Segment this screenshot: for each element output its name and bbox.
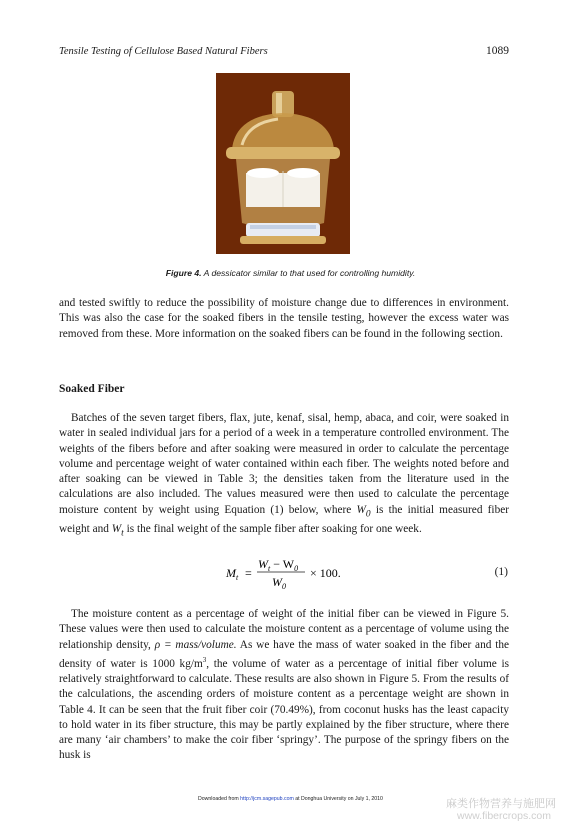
dessicator-photo [216,73,350,254]
eq-times: × 100. [310,566,341,580]
moist-text-1: The moisture content as a percentage of weight of the initial fiber can be viewed in Figure 5. These values were then used to calculate the moisture content as a percentage of volume using the relationship density, [59,608,509,651]
density-relation: ρ = mass/volume. [154,638,237,651]
footer-suffix: at Donghua University on July 1, 2010 [295,796,383,802]
eq-lhs: $M_t$ [226,566,239,582]
symbol-w0: $W_0$ [356,503,371,520]
moist-text-2: As we have the mass of water soaked in the fiber and the density of water is [59,638,509,670]
watermark-url: www.fibercrops.com [457,810,551,822]
water-density: 1000 $kg/m^3$ [152,655,207,670]
symbol-wt: $W_t$ [111,523,124,539]
moisture-paragraph [59,607,509,764]
soaked-paragraph [59,411,509,542]
soaked-text-3: is the final weight of the sample fiber after soaking for one week. [126,523,422,536]
equation-render [226,556,366,590]
figure-caption [0,268,581,278]
equation-number: (1) [494,566,508,578]
section-heading: Soaked Fiber [59,383,125,395]
equation-1 [226,556,366,590]
running-title: Tensile Testing of Cellulose Based Natural Fibers [59,46,268,57]
caption-text: A dessicator similar to that used for controlling humidity. [203,268,416,278]
soaked-text-1: Batches of the seven target fibers, flax, jute, kenaf, sisal, hemp, abaca, and coir, were soaked in water in sealed individual jars for a period of a week in a temperature controlled environment. The weights of the fibers before and after soaking were measured in order to calculate the percentage volume and percentage weight of water contained within each fiber. The weights noted before and after soaking can be viewed in Table 3; the densities taken from the literature used in the calculations are also included. The values measured were then used to calculate the percentage moisture content by weight using Equation (1) below, where [59,412,509,516]
continuation-paragraph: and tested swiftly to reduce the possibility of moisture change due to differences in environment. This was also the case for the soaked fibers in the tensile testing, however the excess water was removed from these. More information on the soaked fibers can be found in the following section. [59,297,509,340]
eq-numerator: $W_t - W_0$ [258,557,299,573]
dessicator-illustration [216,73,350,254]
footer-link[interactable]: http://jcm.sagepub.com [240,796,294,802]
eq-equals: = [245,566,252,580]
watermark-chinese: 麻类作物营养与施肥网 [446,797,556,810]
eq-denominator: $W_0$ [272,575,286,591]
soaked-text-2: is the initial measured fiber weight and [59,503,510,536]
moist-text-3: , the volume of water as a percentage of initial fiber volume is relatively straightforward to calculate. These results are also shown in Figure 5. From the results of the calculations, the ascending orders of moisture content as a percentage weight are shown in Table 4. It can be seen that the fruit fiber coir (70.49%), from coconut husks has the least capacity to hold water in its fiber structure, this may be partly explained by the fiber structure, where there are many ‘air chambers’ to make the coir fiber ‘springy’. The purpose of the springy fibers on the husk is [59,657,510,762]
figure-label: Figure 4. [165,268,202,278]
page-number: 1089 [486,45,509,57]
footer-prefix: Downloaded from [198,796,239,802]
